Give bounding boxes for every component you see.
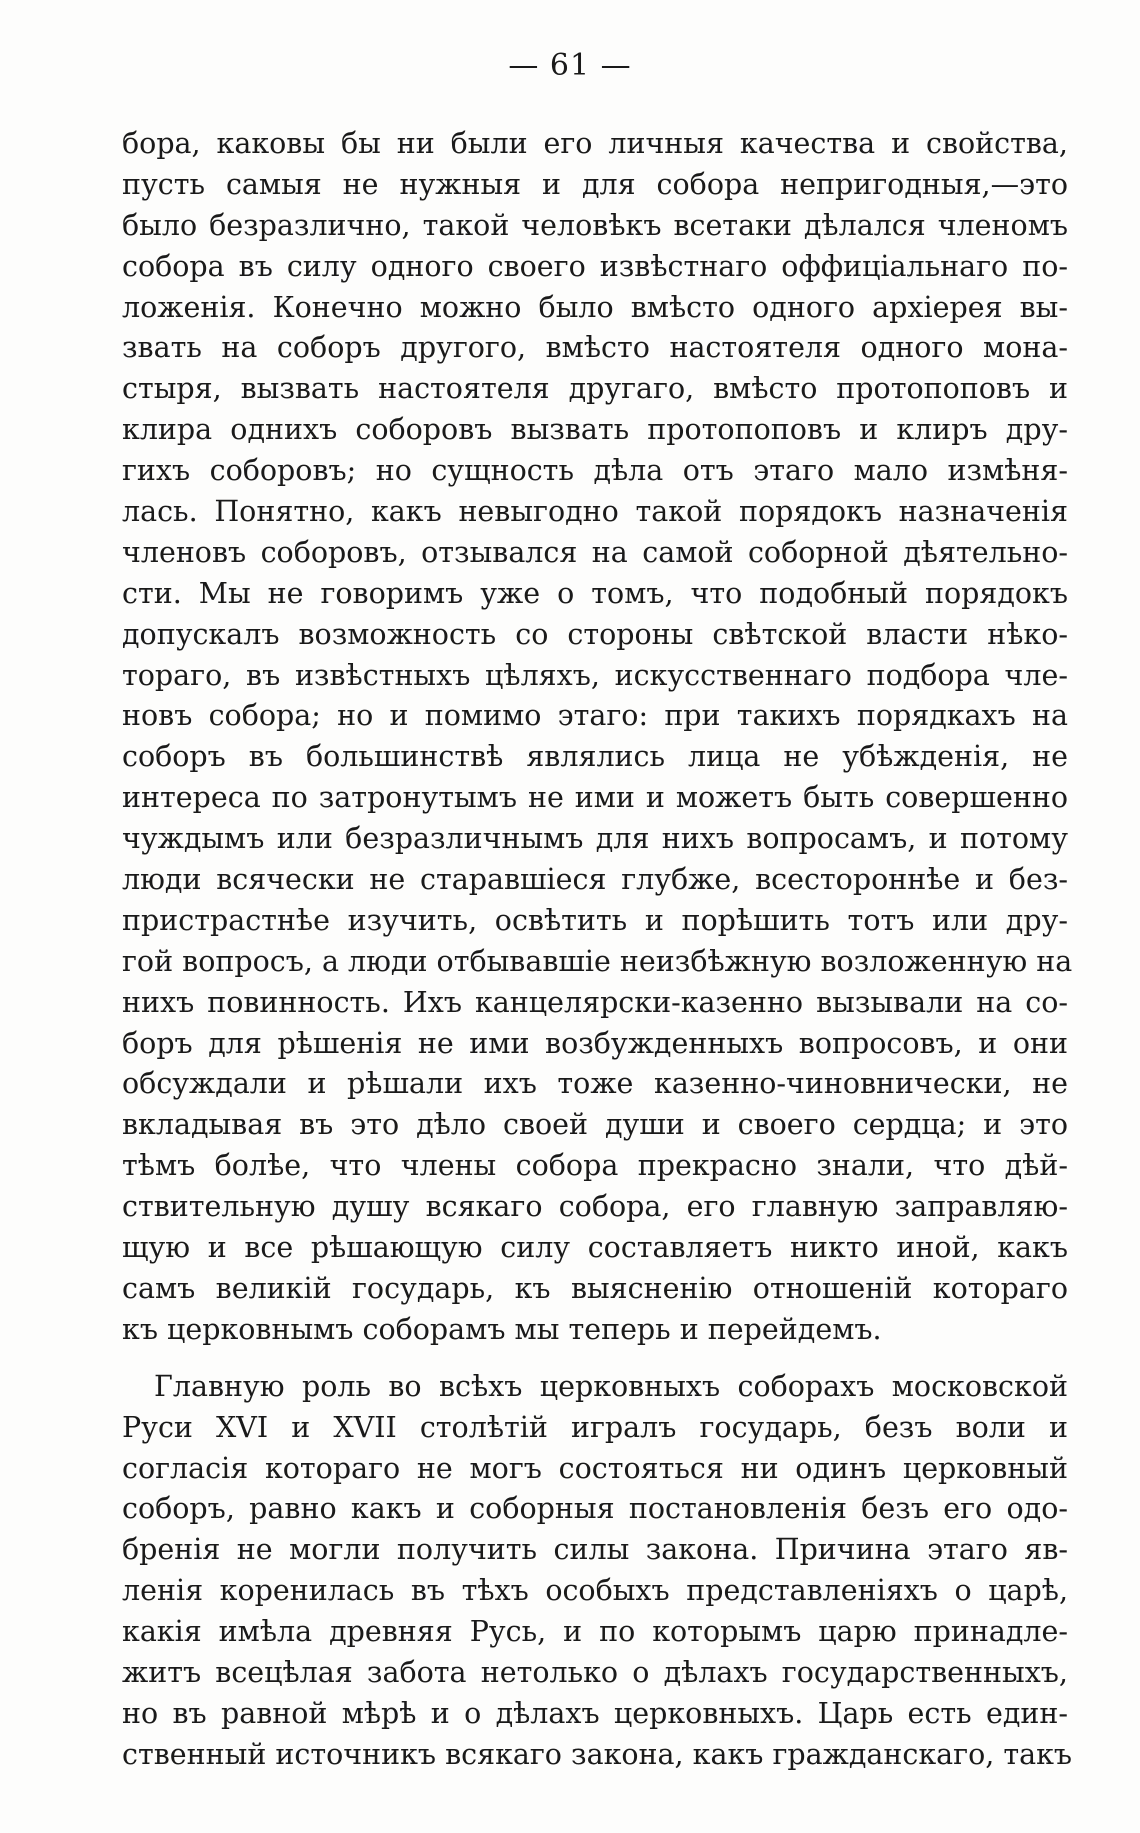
text-line: ложенія. Конечно можно было вмѣсто одного архіерея вы- xyxy=(122,290,1068,324)
text-line: житъ всецѣлая забота нетолько о дѣлахъ государственныхъ, xyxy=(122,1655,1068,1689)
text-line: соборъ въ большинствѣ являлись лица не убѣжденія, не xyxy=(122,740,1068,774)
text-line: чуждымъ или безразличнымъ для нихъ вопросамъ, и потому xyxy=(122,822,1068,856)
text-line: бора, каковы бы ни были его личныя качества и свойства, xyxy=(122,127,1068,160)
text-line: Руси XVI и XVII столѣтій игралъ государь, безъ воли и xyxy=(122,1410,1068,1444)
text-line: щую и все рѣшающую силу составляетъ никто иной, какъ xyxy=(122,1231,1068,1265)
text-line: ствительную душу всякаго собора, его главную заправляю- xyxy=(122,1190,1068,1224)
text-line: пристрастнѣе изучить, освѣтить и порѣшить тотъ или дру- xyxy=(122,903,1068,937)
text-line: тораго, въ извѣстныхъ цѣляхъ, искусственнаго подбора чле- xyxy=(122,658,1068,692)
text-line: къ церковнымъ соборамъ мы теперь и перейдемъ. xyxy=(122,1312,882,1346)
text-line: пусть самыя не нужныя и для собора непригодныя,—это xyxy=(122,167,1068,201)
page-number: — 61 — xyxy=(508,48,632,83)
paragraph-2 xyxy=(122,1367,1073,1776)
text-line: гой вопросъ, а люди отбывавшіе неизбѣжную возложенную на xyxy=(122,944,1073,978)
text-line: бренія не могли получить силы закона. Причина этаго яв- xyxy=(122,1533,1068,1567)
text-line: какія имѣла древняя Русь, и по которымъ царю принадле- xyxy=(122,1615,1068,1649)
text-line: было безразлично, такой человѣкъ всетаки дѣлался членомъ xyxy=(122,208,1068,242)
text-line: допускалъ возможность со стороны свѣтской власти нѣко- xyxy=(122,617,1068,651)
text-line: новъ собора; но и помимо этаго: при такихъ порядкахъ на xyxy=(122,699,1068,733)
text-line: тѣмъ болѣе, что члены собора прекрасно знали, что дѣй- xyxy=(122,1149,1068,1183)
text-line: соборъ, равно какъ и соборныя постановленія безъ его одо- xyxy=(122,1492,1068,1526)
text-line: гихъ соборовъ; но сущность дѣла отъ этаго мало измѣня- xyxy=(122,454,1068,488)
paragraph-gap xyxy=(122,1351,1068,1367)
body-text xyxy=(122,124,1073,1776)
text-line: сти. Мы не говоримъ уже о томъ, что подобный порядокъ xyxy=(122,576,1068,610)
text-line: согласія котораго не могъ состояться ни одинъ церковный xyxy=(122,1451,1068,1485)
text-line: лась. Понятно, какъ невыгодно такой порядокъ назначенія xyxy=(122,495,1068,529)
paragraph-1 xyxy=(122,124,1073,1351)
text-line: ственный источникъ всякаго закона, какъ гражданскаго, такъ xyxy=(122,1737,1073,1771)
text-line: Главную роль во всѣхъ церковныхъ соборахъ московской xyxy=(154,1369,1068,1403)
text-line: нихъ повинность. Ихъ канцелярски-казенно вызывали на со- xyxy=(122,985,1068,1019)
text-line: вкладывая въ это дѣло своей души и своего сердца; и это xyxy=(122,1108,1068,1142)
text-line: членовъ соборовъ, отзывался на самой соборной дѣятельно- xyxy=(122,535,1068,569)
text-line: но въ равной мѣрѣ и о дѣлахъ церковныхъ. Царь есть един- xyxy=(122,1696,1068,1730)
text-line: собора въ силу одного своего извѣстнаго оффиціальнаго по- xyxy=(122,249,1068,283)
text-line: обсуждали и рѣшали ихъ тоже казенно-чиновнически, не xyxy=(122,1067,1068,1101)
text-line: стыря, вызвать настоятеля другаго, вмѣсто протопоповъ и xyxy=(122,372,1068,406)
text-line: звать на соборъ другого, вмѣсто настоятеля одного мона- xyxy=(122,331,1068,365)
text-line: боръ для рѣшенія не ими возбужденныхъ вопросовъ, и они xyxy=(122,1026,1068,1060)
text-line: люди всячески не старавшіеся глубже, всестороннѣе и без- xyxy=(122,863,1068,897)
text-line: интереса по затронутымъ не ими и можетъ быть совершенно xyxy=(122,781,1068,815)
text-line: самъ великій государь, къ выясненію отношеній котораго xyxy=(122,1271,1068,1305)
text-line: ленія коренилась въ тѣхъ особыхъ представленіяхъ о царѣ, xyxy=(122,1574,1068,1608)
text-line: клира однихъ соборовъ вызвать протопоповъ и клиръ дру- xyxy=(122,413,1068,447)
